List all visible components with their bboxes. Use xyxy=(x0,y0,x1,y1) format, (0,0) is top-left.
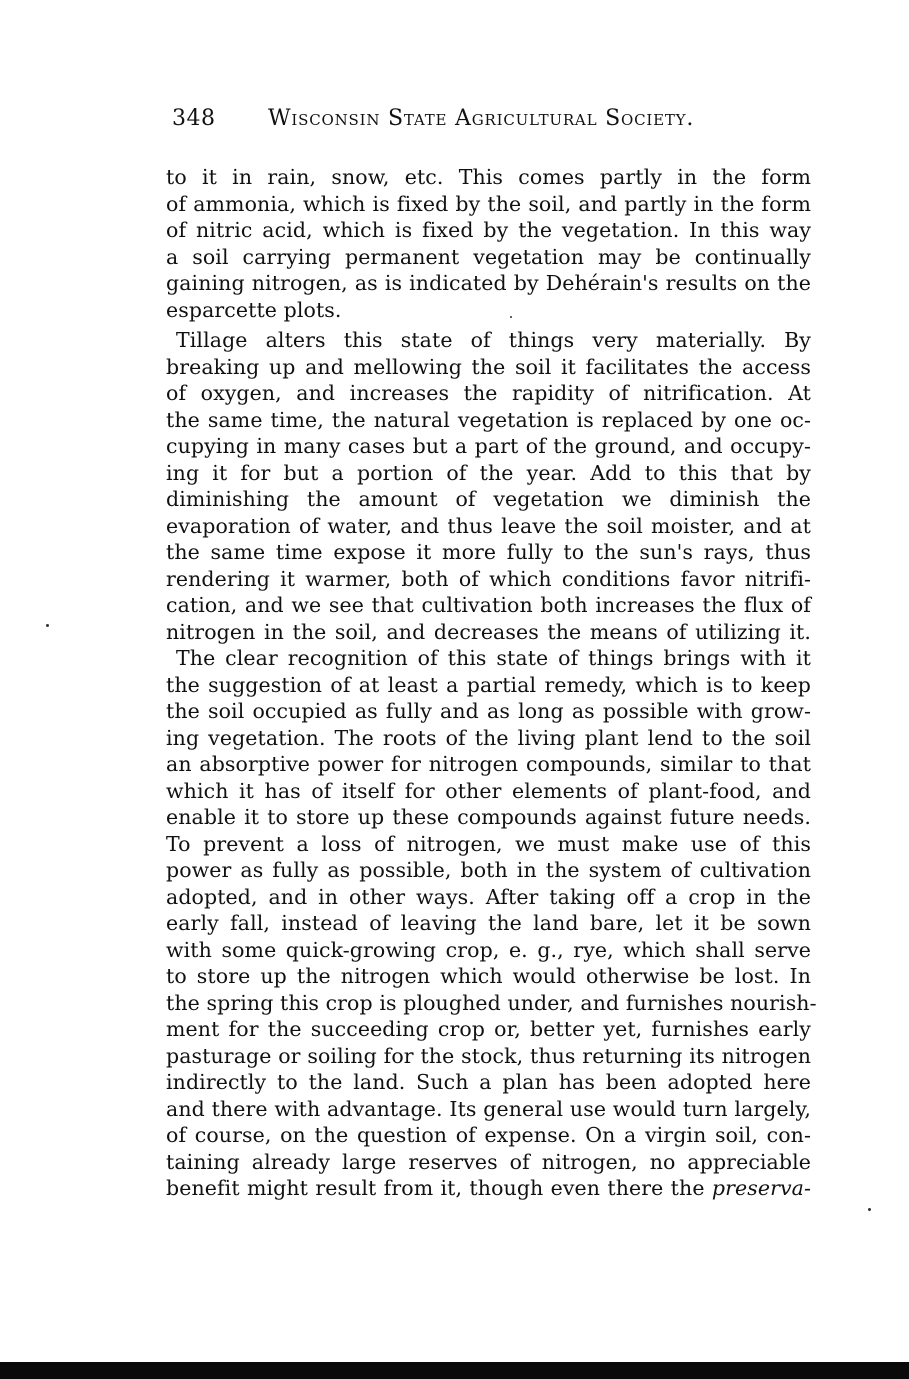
text-line: breaking up and mellowing the soil it facilitates the access xyxy=(166,354,811,379)
text-line: power as fully as possible, both in the system of cultivation xyxy=(166,858,811,882)
text-line: of oxygen, and increases the rapidity of nitrification. At xyxy=(166,381,811,405)
text-line: a soil carrying permanent vegetation may be continually xyxy=(166,244,811,269)
text-line: indirectly to the land. Such a plan has been adopted here xyxy=(166,1070,811,1094)
text-line: gaining nitrogen, as is indicated by Dehérain's results on the xyxy=(166,271,811,295)
text-line: ing vegetation. The roots of the living plant lend to the soil xyxy=(166,725,811,750)
text-line: early fall, instead of leaving the land bare, let it be sown xyxy=(166,911,811,935)
text-line: nitrogen in the soil, and decreases the means of utilizing it. xyxy=(166,619,811,644)
page-number: 348 xyxy=(172,106,216,131)
text-line: the same time, the natural vegetation is replaced by one oc- xyxy=(166,407,811,432)
paragraph-2 xyxy=(166,327,811,645)
body-text xyxy=(166,164,817,1202)
text-line: ing it for but a portion of the year. Add to this that by xyxy=(166,460,811,485)
text-line: The clear recognition of this state of things brings with it xyxy=(176,646,811,670)
text-line: rendering it warmer, both of which conditions favor nitrifi- xyxy=(166,566,811,591)
text-line: adopted, and in other ways. After taking off a crop in the xyxy=(166,884,811,909)
paragraph-3 xyxy=(166,645,817,1202)
final-line-italic: preserva- xyxy=(711,1176,811,1200)
text-line: the same time expose it more fully to the sun's rays, thus xyxy=(166,540,811,564)
text-line: of ammonia, which is fixed by the soil, and partly in the form xyxy=(166,191,811,216)
text-line: of course, on the question of expense. On a virgin soil, con- xyxy=(166,1123,811,1147)
running-head: Wisconsin State Agricultural Society. xyxy=(268,106,695,131)
text-line: and there with advantage. Its general use would turn largely, xyxy=(166,1096,811,1121)
paper-speck xyxy=(46,624,49,627)
text-line: the suggestion of at least a partial remedy, which is to keep xyxy=(166,672,811,697)
text-line: with some quick-growing crop, e. g., rye, which shall serve xyxy=(166,937,811,962)
paper-speck xyxy=(868,1208,871,1211)
text-line: ment for the succeeding crop or, better yet, furnishes early xyxy=(166,1017,811,1041)
text-line: of nitric acid, which is fixed by the vegetation. In this way xyxy=(166,218,811,242)
paper-speck xyxy=(510,316,512,318)
paragraph-1 xyxy=(166,164,811,323)
text-line: the soil occupied as fully and as long as possible with grow- xyxy=(166,699,811,723)
text-line: diminishing the amount of vegetation we diminish the xyxy=(166,487,811,511)
page-header xyxy=(172,106,732,146)
text-line: Tillage alters this state of things very materially. By xyxy=(176,328,811,352)
text-line: esparcette plots. xyxy=(166,297,342,322)
text-line: cupying in many cases but a part of the ground, and occupy- xyxy=(166,434,811,458)
text-line: enable it to store up these compounds against future needs. xyxy=(166,805,811,829)
text-line: taining already large reserves of nitrogen, no appreciable xyxy=(166,1149,811,1174)
scan-edge xyxy=(0,1362,909,1379)
text-line-final xyxy=(166,1175,811,1202)
text-line: the spring this crop is ploughed under, and furnishes nourish- xyxy=(166,990,817,1015)
final-line-start: benefit might result from it, though even there the xyxy=(166,1176,712,1200)
text-line: pasturage or soiling for the stock, thus returning its nitrogen xyxy=(166,1043,811,1068)
text-line: To prevent a loss of nitrogen, we must make use of this xyxy=(166,831,811,856)
text-line: an absorptive power for nitrogen compounds, similar to that xyxy=(166,752,811,776)
text-line: cation, and we see that cultivation both increases the flux of xyxy=(166,593,811,617)
text-line: to store up the nitrogen which would otherwise be lost. In xyxy=(166,964,811,988)
text-line: evaporation of water, and thus leave the soil moister, and at xyxy=(166,513,811,538)
text-line: to it in rain, snow, etc. This comes partly in the form xyxy=(166,165,811,189)
text-line: which it has of itself for other elements of plant-food, and xyxy=(166,778,811,803)
